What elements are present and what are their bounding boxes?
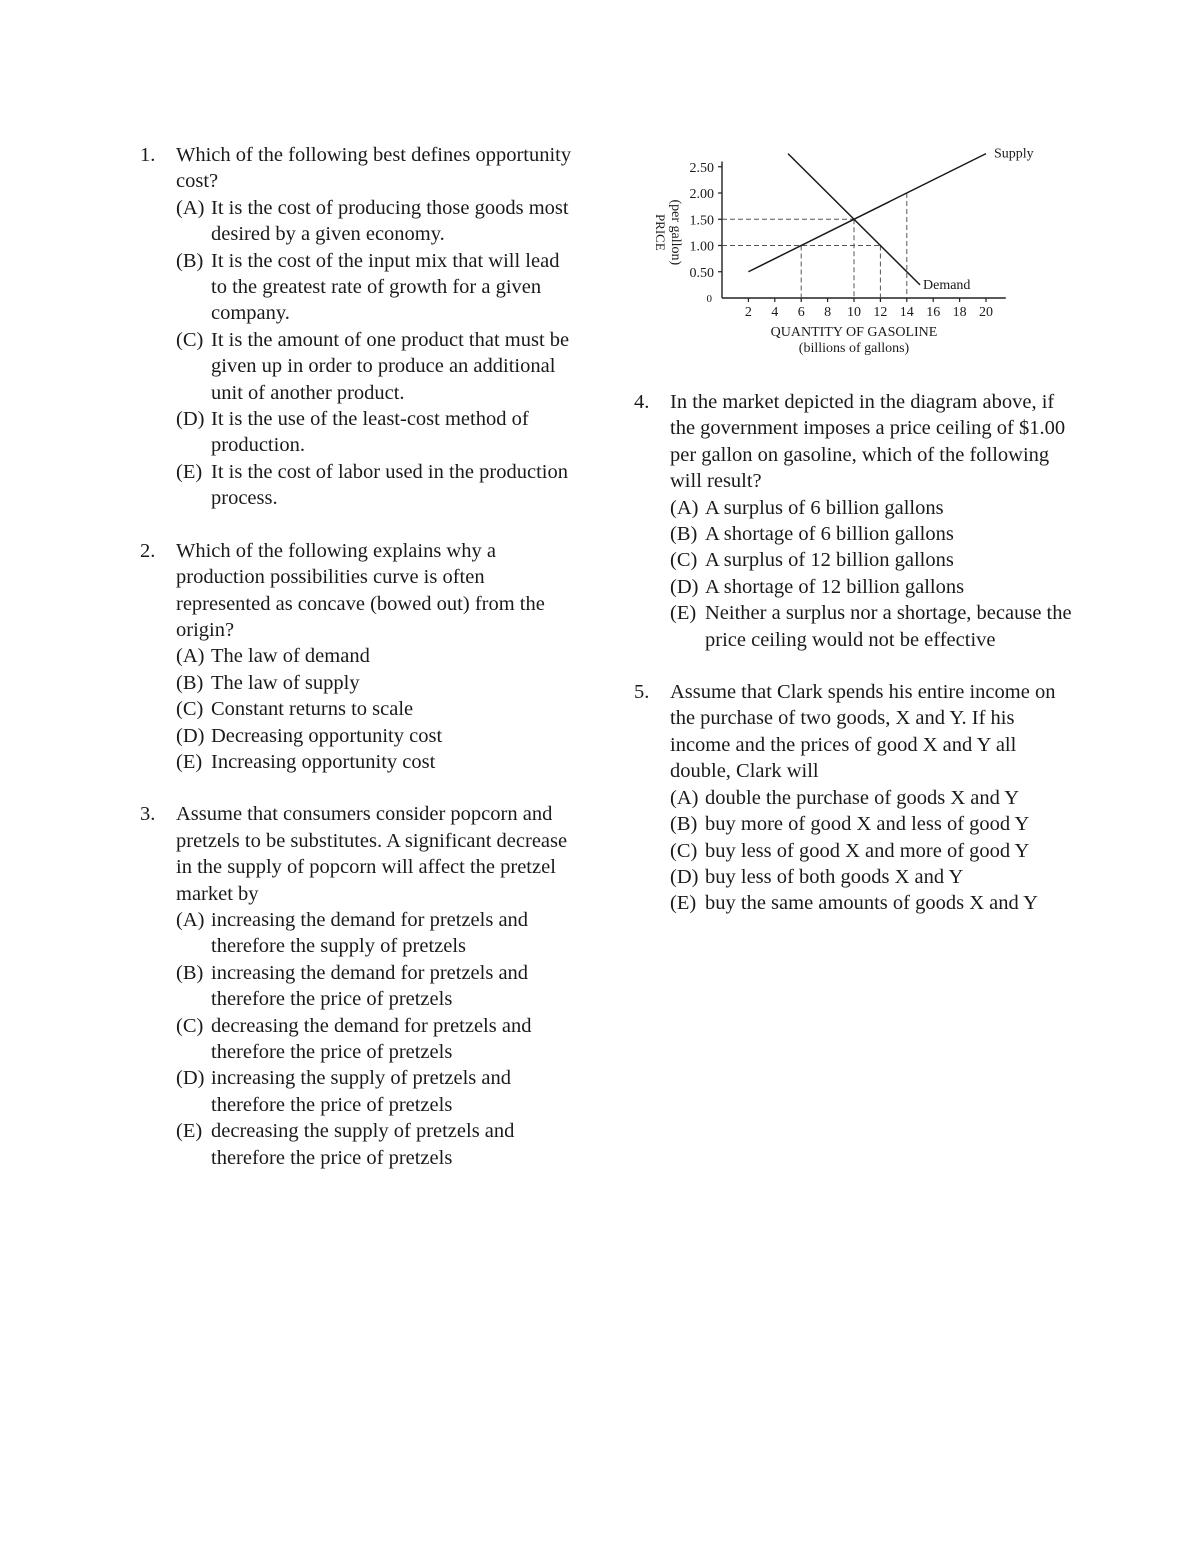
answer-choice <box>670 838 1074 864</box>
y-tick-label: 2.00 <box>689 187 714 202</box>
x-tick-label: 4 <box>771 305 779 320</box>
question-2 <box>140 538 580 776</box>
answer-choice <box>670 547 1074 573</box>
choice-letter: (A) <box>176 908 205 931</box>
choice-text: buy the same amounts of goods X and Y <box>705 892 1038 915</box>
question-stem: Assume that Clark spends his entire income on the purchase of two goods, X and Y. If his income and the prices of good X and Y all double, Clark will <box>670 681 1056 783</box>
answer-choice <box>670 495 1074 521</box>
choice-text: increasing the demand for pretzels and therefore the price of pretzels <box>211 961 529 1011</box>
choice-letter: (D) <box>176 408 205 431</box>
choice-text: It is the amount of one product that must be given up in order to produce an additional unit of another product. <box>211 328 570 404</box>
choice-text: double the purchase of goods X and Y <box>705 786 1020 809</box>
answer-choice <box>670 600 1074 653</box>
x-tick-label: 10 <box>847 305 861 320</box>
question-3 <box>140 801 580 1171</box>
choice-letter: (E) <box>670 602 697 625</box>
choice-letter: (A) <box>176 196 205 219</box>
demand-curve <box>788 154 920 285</box>
choice-letter: (D) <box>176 1067 205 1090</box>
answer-choice <box>176 696 580 722</box>
answer-choice <box>176 406 580 459</box>
answer-choice <box>176 643 580 669</box>
choice-letter: (C) <box>670 549 698 572</box>
x-axis-title: QUANTITY OF GASOLINE <box>770 325 938 340</box>
answer-choice <box>176 248 580 327</box>
y-axis-subtitle: (per gallon) <box>668 199 683 266</box>
choice-letter: (E) <box>176 750 203 773</box>
choice-letter: (B) <box>670 523 698 546</box>
x-tick-label: 8 <box>824 305 832 320</box>
y-tick-label: 1.00 <box>689 239 714 255</box>
choice-letter: (A) <box>176 645 205 668</box>
choice-text: A surplus of 12 billion gallons <box>705 549 954 572</box>
choice-text: decreasing the demand for pretzels and therefore the price of pretzels <box>211 1014 532 1063</box>
answer-choice <box>176 749 580 775</box>
x-tick-label: 12 <box>873 305 888 320</box>
choice-text: buy less of both goods X and Y <box>705 865 964 888</box>
x-tick-label: 6 <box>797 305 805 320</box>
choice-text: It is the cost of producing those goods most desired by a given economy. <box>211 196 569 246</box>
choice-text: Decreasing opportunity cost <box>211 724 443 747</box>
choice-text: Increasing opportunity cost <box>211 750 436 773</box>
answer-choice <box>176 907 580 960</box>
choice-letter: (A) <box>670 786 699 809</box>
y-tick-label: 2.50 <box>689 160 714 176</box>
answer-choice <box>176 723 580 749</box>
choice-letter: (B) <box>176 961 204 984</box>
right-column <box>634 389 1074 943</box>
choice-letter: (D) <box>670 575 699 598</box>
choice-text: The law of supply <box>211 671 360 694</box>
x-tick-label: 2 <box>744 305 752 320</box>
choice-letter: (C) <box>670 839 698 862</box>
choice-text: Constant returns to scale <box>211 698 414 721</box>
answer-choice <box>176 1013 580 1066</box>
answer-choice <box>670 890 1074 916</box>
answer-choice <box>176 1118 580 1171</box>
y-tick-label: 0 <box>706 293 712 305</box>
question-number: 2. <box>140 539 156 562</box>
chart-canvas <box>630 138 1070 368</box>
choice-text: It is the use of the least-cost method of production. <box>211 408 529 457</box>
choice-letter: (D) <box>670 865 699 888</box>
choice-letter: (D) <box>176 724 205 747</box>
choice-letter: (A) <box>670 496 699 519</box>
choice-text: It is the cost of the input mix that will lead to the greatest rate of growth for a given company. <box>211 249 560 325</box>
choice-text: increasing the supply of pretzels and therefore the price of pretzels <box>211 1067 512 1116</box>
answer-choice <box>176 459 580 512</box>
question-number: 4. <box>634 391 650 413</box>
choice-letter: (C) <box>176 1014 204 1037</box>
question-4 <box>634 389 1074 653</box>
choice-text: It is the cost of labor used in the production process. <box>211 460 568 510</box>
question-number: 1. <box>140 144 156 166</box>
choice-text: buy less of good X and more of good Y <box>705 839 1030 862</box>
x-tick-label: 20 <box>979 305 993 320</box>
answer-choice <box>176 960 580 1013</box>
supply-demand-chart <box>630 138 1070 368</box>
question-stem: In the market depicted in the diagram above, if the government imposes a price ceiling of $1.00 per gallon on gasoline, which of the following will result? <box>670 391 1066 493</box>
answer-choice <box>176 670 580 696</box>
left-column <box>140 142 580 1197</box>
answer-choice <box>670 574 1074 600</box>
choice-text: A surplus of 6 billion gallons <box>705 496 944 519</box>
question-stem: Which of the following best defines opportunity cost? <box>176 144 572 193</box>
choice-letter: (E) <box>176 1120 203 1143</box>
choice-letter: (E) <box>176 460 203 483</box>
y-axis-title: PRICE <box>653 213 668 251</box>
choice-text: Neither a surplus nor a shortage, because the price ceiling would not be effective <box>705 602 1072 651</box>
choice-text: decreasing the supply of pretzels and therefore the price of pretzels <box>211 1120 515 1169</box>
choice-letter: (B) <box>176 249 204 272</box>
demand-label: Demand <box>923 277 971 293</box>
question-stem: Assume that consumers consider popcorn and pretzels to be substitutes. A significant decrease in the supply of popcorn will affect the pretzel market by <box>176 803 568 905</box>
x-axis-subtitle: (billions of gallons) <box>798 341 910 356</box>
choice-letter: (C) <box>176 698 204 721</box>
choice-letter: (B) <box>670 813 698 836</box>
x-tick-label: 16 <box>926 305 941 320</box>
choice-letter: (C) <box>176 328 204 351</box>
choice-text: A shortage of 6 billion gallons <box>705 523 954 546</box>
question-number: 5. <box>634 681 650 704</box>
x-tick-label: 14 <box>899 305 914 320</box>
answer-choice <box>670 811 1074 837</box>
answer-choice <box>176 1065 580 1118</box>
question-5 <box>634 679 1074 917</box>
answer-choice <box>670 521 1074 547</box>
y-tick-label: 1.50 <box>689 213 714 229</box>
choice-text: The law of demand <box>211 645 370 668</box>
answer-choice <box>176 327 580 406</box>
choice-letter: (B) <box>176 671 204 694</box>
supply-label: Supply <box>994 146 1034 162</box>
supply-curve <box>748 154 986 272</box>
answer-choice <box>176 195 580 248</box>
answer-choice <box>670 864 1074 890</box>
choice-text: buy more of good X and less of good Y <box>705 813 1030 836</box>
question-1 <box>140 142 580 512</box>
choice-text: A shortage of 12 billion gallons <box>705 575 965 598</box>
y-tick-label: 0.50 <box>689 265 714 281</box>
x-tick-label: 18 <box>952 305 967 320</box>
question-stem: Which of the following explains why a production possibilities curve is often represented as concave (bowed out) from the origin? <box>176 539 545 641</box>
choice-text: increasing the demand for pretzels and therefore the supply of pretzels <box>211 908 529 958</box>
choice-letter: (E) <box>670 892 697 915</box>
answer-choice <box>670 785 1074 811</box>
question-number: 3. <box>140 803 156 826</box>
